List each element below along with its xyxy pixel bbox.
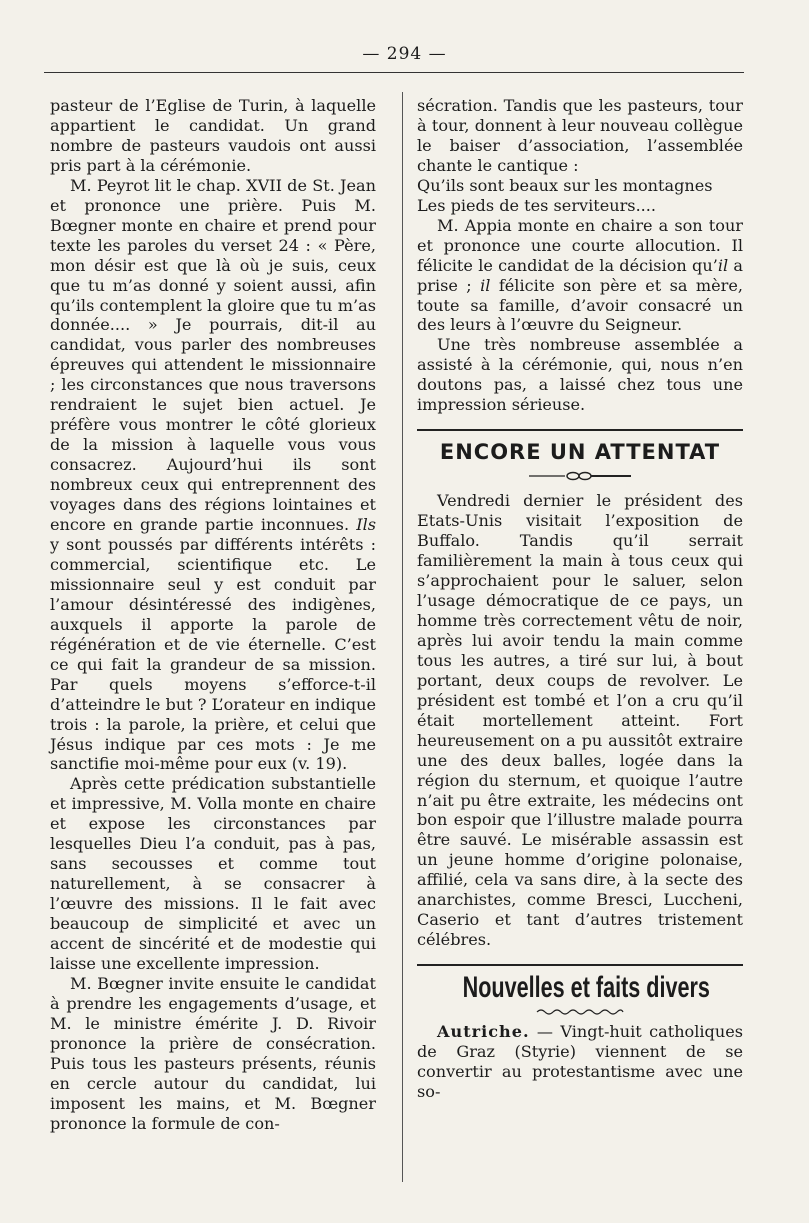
- section-title-nouvelles: Nouvelles et faits divers: [462, 971, 710, 1005]
- left-column: [50, 96, 376, 1134]
- left-paragraph-2-text: M. Peyrot lit le chap. XVII de St. Jean et prononce une prière. Puis M. Bœgner monte en chaire et prend pour texte les paroles du verset 24 : « Père, mon désir est que là où je suis, ceux que tu m’as donné y soient aussi, afin qu’ils contemplent la gloire que tu m’as donnée.... » Je pourrais, dit-il au candidat, vous parler des nombreuses épreuves qui attendent le missionnaire ; les circonstances que nous traversons rendraient le sujet bien actuel. Je préfère vous montrer le côté glorieux de la mission à laquelle vous vous consacrez. Aujourd’hui ils sont nombreux ceux qui entreprennent des voyages dans des régions lointaines et encore en grande partie inconnues.: [50, 175, 376, 535]
- page-number: — 294 —: [362, 44, 447, 64]
- left-paragraph-3: Après cette prédication substantielle et impressive, M. Volla monte en chaire et expose les circonstances par lesquelles Dieu l’a conduit, pas à pas, sans secousses et comme tout naturellement, à se consacrer à l’œuvre des missions. Il le fait avec beaucoup de simplicité et avec un accent de sincérité et de modestie qui laisse une excellente impression.: [50, 774, 376, 973]
- right-paragraph-3: Une très nombreuse assemblée a assisté à la cérémonie, qui, nous n’en doutons pas, a laissé chez tous une impression sérieuse.: [417, 335, 743, 415]
- right-paragraph-1: sécration. Tandis que les pasteurs, tour à tour, donnent à leur nouveau collègue le baiser d’association, l’assemblée chante le cantique :: [417, 96, 743, 175]
- section-2-rule: [417, 964, 743, 966]
- right-paragraph-2: [417, 216, 743, 336]
- section-1-rule: [417, 429, 743, 431]
- right-paragraph-5-text: — Vingt-huit catholiques de Graz (Styrie) viennent de se convertir au protestantisme avec une so-: [417, 1022, 743, 1101]
- right-paragraph-2c: félicite son père et sa mère, toute sa famille, d’avoir consacré un des leurs à l’œuvre du Seigneur.: [417, 275, 743, 335]
- right-paragraph-2-il1: il: [717, 255, 729, 275]
- right-paragraph-2b: a prise ;: [417, 255, 743, 295]
- hymn-line-2: Les pieds de tes serviteurs....: [417, 195, 657, 215]
- left-paragraph-2: [50, 176, 376, 775]
- right-paragraph-4: Vendredi dernier le président des Etats-Unis visitait l’exposition de Buffalo. Tandis qu’il serrait familièrement la main à tous ceux qui s’approchaient pour le saluer, selon l’usage démocratique de ce pays, un homme très correctement vêtu de noir, après lui avoir tendu la main comme tous les autres, a tiré sur lui, à bout portant, deux coups de revolver. Le président est tombé et l’on a cru qu’il était mortellement atteint. Fort heureusement on a pu aussitôt extraire une des deux balles, logée dans la région du sternum, et quoique l’autre n’ait pu être extraite, les médecins ont bon espoir que l’illustre malade pourra être sauvé. Le misérable assassin est un jeune homme d’origine polonaise, affilié, cela va sans dire, à la secte des anarchistes, comme Bresci, Luccheni, Caserio et tant d’autres tristement célébres.: [417, 491, 743, 950]
- right-paragraph-2-il2: il: [480, 275, 491, 295]
- right-paragraph-5: [417, 1022, 743, 1102]
- right-paragraph-2a: M. Appia monte en chaire a son tour et prononce une courte allocution. Il félicite le candidat de la décision qu’: [417, 215, 743, 275]
- hymn-line-1: Qu’ils sont beaux sur les montagnes: [417, 175, 713, 195]
- left-paragraph-2-italic: Ils: [356, 515, 376, 535]
- column-divider: [402, 92, 403, 1182]
- left-paragraph-2-rest: y sont poussés par différents intérêts : commercial, scientifique etc. Le missionnaire seul y est conduit par l’amour désintéressé des indigènes, auxquels il apporte la parole de régénération et de vie éternelle. C’est ce qui fait la grandeur de sa mission. Par quels moyens s’efforce-t-il d’atteindre le but ? L’orateur en indique trois : la parole, la prière, et celui que Jésus indique par ces mots : Je me sanctifie moi-même pour eux (v. 19).: [50, 534, 376, 774]
- left-paragraph-4: M. Bœgner invite ensuite le candidat à prendre les engagements d’usage, et M. le ministre émérite J. D. Rivoir prononce la prière de consécration. Puis tous les pasteurs présents, réunis en cercle autour du candidat, lui imposent les mains, et M. Bœgner prononce la formule de con-: [50, 973, 376, 1133]
- right-paragraph-5-lead: Autriche.: [437, 1022, 530, 1042]
- right-column: [417, 96, 743, 1102]
- left-paragraph-1: pasteur de l’Eglise de Turin, à laquelle appartient le candidat. Un grand nombre de pasteurs vaudois ont aussi pris part à la cérémonie.: [50, 96, 376, 175]
- header-rule: [44, 72, 744, 73]
- ornamental-flourish-icon: [417, 467, 743, 481]
- section-title-encore-un-attentat: ENCORE UN ATTENTAT: [439, 440, 721, 465]
